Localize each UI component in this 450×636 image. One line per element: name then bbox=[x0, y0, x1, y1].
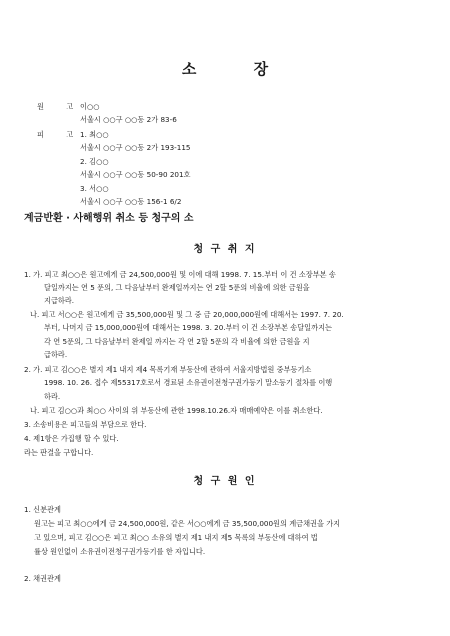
defendant-name: 2. 김○○ bbox=[80, 157, 109, 166]
cause-line: 률상 원인없이 소유권이전청구권가등기를 한 자입니다. bbox=[34, 547, 206, 556]
claims-line: 지급하라. bbox=[44, 296, 75, 305]
claims-line: 나. 피고 서○○은 원고에게 금 35,500,000원 및 그 중 금 20,000,000원에 대해서는 1997. 7. 20. bbox=[30, 310, 344, 319]
plaintiff-address: 서울시 ○○구 ○○동 2가 83-6 bbox=[80, 115, 177, 124]
cause-section-heading: 1. 신분관계 bbox=[24, 505, 61, 514]
defendant-address: 서울시 ○○구 ○○동 50-90 201호 bbox=[80, 170, 191, 179]
cause-line: 고 있으며, 피고 김○○은 피고 최○○ 소유의 별지 제1 내지 제5 목록의 부동산에 대하여 법 bbox=[34, 533, 318, 542]
claims-line: 1. 가. 피고 최○○은 원고에게 금 24,500,000원 및 이에 대해 1998. 7. 15.부터 이 건 소장부본 송 bbox=[24, 270, 336, 279]
case-subject: 계금반환 · 사해행위 취소 등 청구의 소 bbox=[24, 213, 194, 224]
claims-heading: 청 구 취 지 bbox=[193, 244, 257, 255]
defendant-label: 피 고 bbox=[37, 130, 84, 139]
claims-line: 달일까지는 연 5 푼의, 그 다음날부터 완제일까지는 연 2할 5푼의 비율에 의한 금원을 bbox=[44, 283, 310, 292]
cause-line: 원고는 피고 최○○에게 금 24,500,000원, 같은 서○○에게 금 35,500,000원의 계금채권을 가지 bbox=[34, 519, 341, 528]
claims-line: 부터, 나머지 금 15,000,000원에 대해서는 1998. 3. 20.부터 이 건 소장부본 송달일까지는 bbox=[44, 323, 332, 332]
claims-line: 4. 제1항은 가집행 할 수 있다. bbox=[24, 434, 119, 443]
claims-line: 라는 판결을 구합니다. bbox=[24, 448, 94, 457]
claims-line: 2. 가. 피고 김○○은 별지 제1 내지 제4 목록기재 부동산에 관하여 서울지방법원 중부등기소 bbox=[24, 365, 312, 374]
defendant-address: 서울시 ○○구 ○○동 2가 193-115 bbox=[80, 143, 191, 152]
plaintiff-name: 이○○ bbox=[80, 102, 100, 111]
document-title: 소 장 bbox=[181, 60, 295, 78]
claims-line: 나. 피고 김○○과 최○○ 사이의 위 부동산에 관한 1998.10.26.자 매매예약은 이를 취소한다. bbox=[30, 406, 323, 415]
plaintiff-label: 원 고 bbox=[37, 102, 84, 111]
claims-line: 하라. bbox=[44, 392, 61, 401]
defendant-name: 1. 최○○ bbox=[80, 130, 109, 139]
defendant-name: 3. 서○○ bbox=[80, 184, 109, 193]
claims-line: 1998. 10. 26. 접수 제55317호로서 경료된 소유권이전청구권가등기 말소등기 절차를 이행 bbox=[44, 378, 333, 387]
claims-line: 각 연 5푼의, 그 다음날부터 완제일 까지는 각 연 2할 5푼의 각 비율에 의한 금원을 지 bbox=[44, 337, 310, 346]
cause-heading: 청 구 원 인 bbox=[193, 476, 257, 487]
defendant-address: 서울시 ○○구 ○○동 156-1 6/2 bbox=[80, 197, 182, 206]
claims-line: 3. 소송비용은 피고들의 부담으로 한다. bbox=[24, 420, 147, 429]
claims-line: 급하라. bbox=[44, 350, 68, 359]
cause-section-heading: 2. 채권관계 bbox=[24, 574, 61, 583]
